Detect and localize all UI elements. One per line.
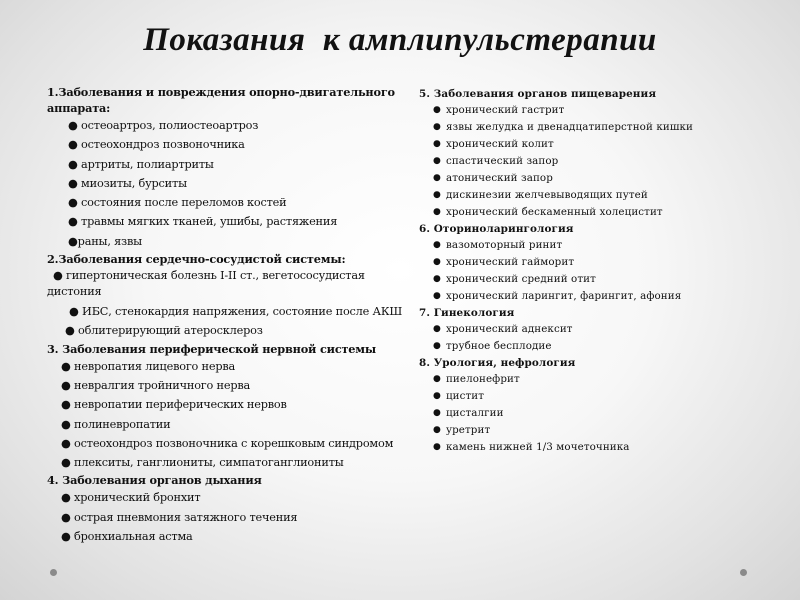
bullet-icon: ● bbox=[433, 274, 441, 284]
section-title: 7. Гинекология bbox=[419, 307, 515, 319]
section-musculoskeletal bbox=[47, 84, 409, 251]
bullet-icon: ● bbox=[433, 122, 441, 132]
list-item: ● цистит bbox=[433, 390, 485, 402]
bullet-icon: ● bbox=[433, 173, 441, 183]
list-item: ● острая пневмония затяжного течения bbox=[61, 510, 298, 524]
right-column bbox=[419, 86, 794, 456]
list-item: ● хронический гайморит bbox=[433, 256, 575, 268]
bullet-icon: ● bbox=[433, 190, 441, 200]
section-digestive bbox=[419, 86, 794, 221]
slide-nav-dot-left bbox=[50, 569, 57, 576]
list-item: ● спастический запор bbox=[433, 155, 559, 167]
list-item: ● невропатии периферических нервов bbox=[61, 398, 287, 412]
list-item: ● хронический бескаменный холецистит bbox=[433, 206, 663, 218]
section-ent bbox=[419, 221, 794, 305]
section-urology bbox=[419, 355, 794, 456]
section-title: 1.Заболевания и повреждения опорно-двигательного аппарата: bbox=[47, 85, 395, 115]
list-item: ● цисталгии bbox=[433, 407, 504, 419]
section-nervous-system bbox=[47, 341, 409, 473]
bullet-icon: ● bbox=[433, 105, 441, 115]
list-item: ● хронический средний отит bbox=[433, 273, 596, 285]
section-cardiovascular bbox=[47, 251, 409, 341]
list-item: ● язвы желудка и двенадцатиперстной кишки bbox=[433, 121, 693, 133]
list-item: ● хронический колит bbox=[433, 138, 554, 150]
list-item: ● полиневропатии bbox=[61, 417, 171, 431]
bullet-icon: ● bbox=[433, 442, 441, 452]
section-title: 6. Оториноларингология bbox=[419, 223, 574, 235]
bullet-icon: ● bbox=[433, 240, 441, 250]
list-item: ● ИБС, стенокардия напряжения, состояние после АКШ bbox=[69, 305, 403, 319]
list-item: ● травмы мягких тканей, ушибы, растяжения bbox=[68, 215, 338, 229]
bullet-icon: ● bbox=[433, 139, 441, 149]
bullet-icon: ● bbox=[433, 156, 441, 166]
bullet-icon: ● bbox=[433, 324, 441, 334]
bullet-icon: ● bbox=[433, 341, 441, 351]
list-item: ● уретрит bbox=[433, 424, 491, 436]
section-title: 3. Заболевания периферической нервной системы bbox=[47, 341, 377, 356]
list-item: ● гипертоническая болезнь I-II ст., вегетососудистая дистония bbox=[47, 269, 365, 299]
slide-title: Показания к амплипульстерапии bbox=[143, 22, 657, 58]
section-title: 5. Заболевания органов пищеварения bbox=[419, 88, 657, 100]
list-item: ● дискинезии желчевыводящих путей bbox=[433, 189, 648, 201]
list-item: ● остеохондроз позвоночника с корешковым синдромом bbox=[61, 436, 394, 450]
bullet-icon: ● bbox=[433, 291, 441, 301]
list-item: ● состояния после переломов костей bbox=[68, 196, 287, 210]
list-item: ● хронический аднексит bbox=[433, 323, 573, 335]
list-item: ● хронический ларингит, фарингит, афония bbox=[433, 290, 682, 302]
list-item: ● плекситы, ганглиониты, симпатоганглиониты bbox=[61, 456, 344, 470]
list-item: ● пиелонефрит bbox=[433, 373, 520, 385]
list-item: ● миозиты, бурситы bbox=[68, 176, 187, 190]
list-item: ● камень нижней 1/3 мочеточника bbox=[433, 441, 630, 453]
section-title: 2.Заболевания сердечно-сосудистой системы: bbox=[47, 252, 346, 267]
list-item: ● остеохондроз позвоночника bbox=[68, 138, 245, 152]
section-gynecology bbox=[419, 305, 794, 355]
bullet-icon: ● bbox=[433, 374, 441, 384]
bullet-icon: ● bbox=[433, 207, 441, 217]
list-item: ● хронический гастрит bbox=[433, 104, 565, 116]
list-item: ● атонический запор bbox=[433, 172, 553, 184]
bullet-icon: ● bbox=[433, 425, 441, 435]
list-item: ● артриты, полиартриты bbox=[68, 157, 214, 171]
bullet-icon: ● bbox=[433, 408, 441, 418]
section-respiratory bbox=[47, 472, 409, 546]
section-title: 8. Урология, нефрология bbox=[419, 357, 576, 369]
list-item: ● бронхиальная астма bbox=[61, 530, 193, 544]
list-item: ● хронический бронхит bbox=[61, 491, 201, 505]
bullet-icon: ● bbox=[433, 391, 441, 401]
list-item: ● остеоартроз, полиостеоартроз bbox=[68, 119, 259, 132]
slide-nav-dot-right bbox=[740, 569, 747, 576]
section-title: 4. Заболевания органов дыхания bbox=[47, 473, 262, 488]
list-item: ●раны, язвы bbox=[68, 234, 142, 248]
list-item: ● трубное бесплодие bbox=[433, 340, 552, 352]
list-item: ● облитерирующий атеросклероз bbox=[65, 324, 263, 338]
left-column bbox=[47, 84, 409, 546]
list-item: ● вазомоторный ринит bbox=[433, 239, 563, 251]
bullet-icon: ● bbox=[433, 257, 441, 267]
list-item: ● невропатия лицевого нерва bbox=[61, 359, 236, 373]
list-item: ● невралгия тройничного нерва bbox=[61, 378, 251, 392]
